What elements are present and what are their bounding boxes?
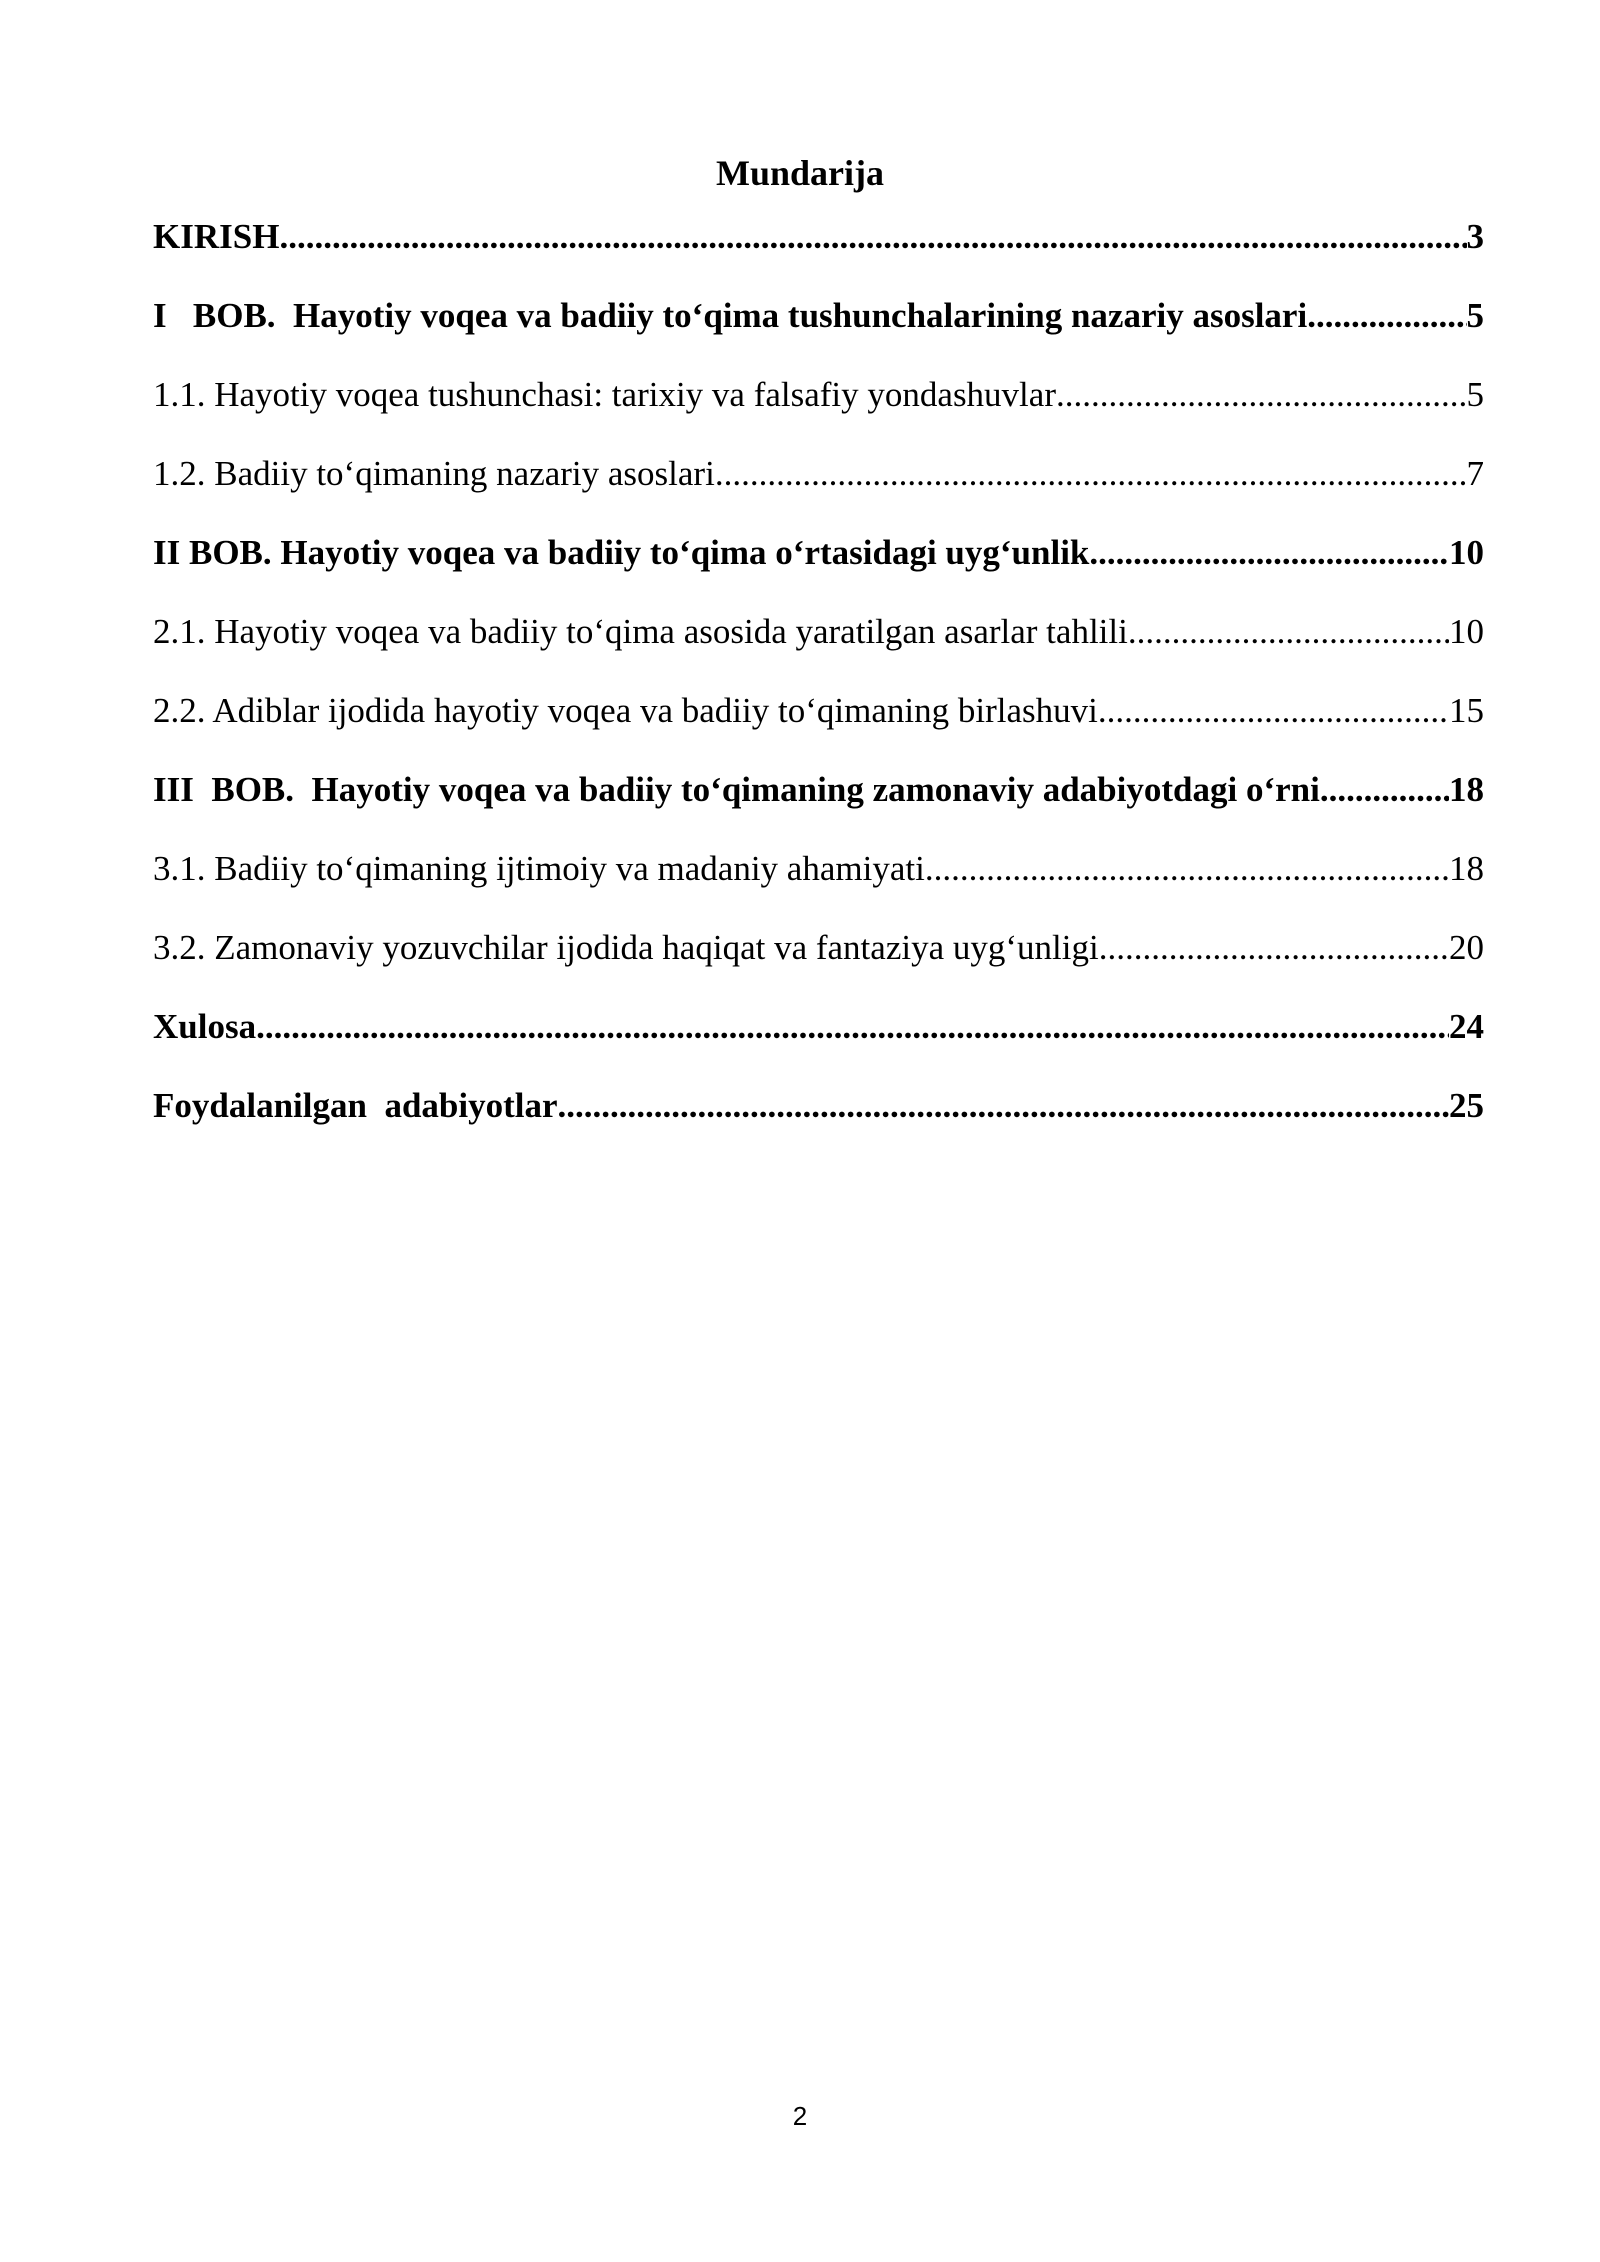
toc-entry-title: II BOB. Hayotiy voqea va badiiy to‘qima o‘rtasidagi uyg‘unlik (153, 533, 1090, 572)
toc-dot-leader (558, 1083, 1449, 1129)
toc-entry-section-3-2[interactable] (153, 925, 1484, 1004)
toc-entry-section-1-1[interactable] (153, 372, 1484, 451)
toc-entry-section-1-2[interactable] (153, 451, 1484, 530)
toc-entry-page: 10 (1449, 612, 1484, 651)
toc-entry-introduction[interactable] (153, 214, 1484, 293)
toc-dot-leader (1099, 925, 1449, 971)
toc-entry-title: Xulosa (153, 1007, 257, 1046)
toc-entry-title: III BOB. Hayotiy voqea va badiiy to‘qimaning zamonaviy adabiyotdagi o‘rni (153, 770, 1320, 809)
toc-entry-page: 20 (1449, 928, 1484, 967)
toc-dot-leader (1056, 372, 1467, 418)
toc-entry-title: Foydalanilgan adabiyotlar (153, 1086, 558, 1125)
toc-dot-leader (1098, 688, 1449, 734)
toc-entry-page: 3 (1466, 217, 1484, 256)
toc-entry-chapter-1[interactable] (153, 293, 1484, 372)
toc-entry-page: 5 (1466, 375, 1484, 414)
toc-dot-leader (256, 1004, 1449, 1050)
toc-entry-title: I BOB. Hayotiy voqea va badiiy to‘qima tushunchalarining nazariy asoslari (153, 296, 1308, 335)
toc-dot-leader (279, 214, 1466, 260)
toc-entry-page: 24 (1449, 1007, 1484, 1046)
toc-entry-chapter-3[interactable] (153, 767, 1484, 846)
toc-entry-page: 5 (1466, 296, 1484, 335)
toc-dot-leader (1089, 530, 1449, 576)
toc-entry-page: 18 (1449, 849, 1484, 888)
toc-dot-leader (1128, 609, 1449, 655)
toc-entry-title: 2.1. Hayotiy voqea va badiiy to‘qima asosida yaratilgan asarlar tahlili (153, 612, 1128, 651)
toc-entry-title: 1.2. Badiiy to‘qimaning nazariy asoslari (153, 454, 715, 493)
toc-entry-chapter-2[interactable] (153, 530, 1484, 609)
toc-entry-page: 25 (1449, 1086, 1484, 1125)
toc-dot-leader (715, 451, 1467, 497)
toc-entry-title: 3.1. Badiiy to‘qimaning ijtimoiy va madaniy ahamiyati (153, 849, 925, 888)
toc-entry-section-3-1[interactable] (153, 846, 1484, 925)
toc-entry-title: 2.2. Adiblar ijodida hayotiy voqea va badiiy to‘qimaning birlashuvi (153, 691, 1098, 730)
toc-entry-title: 1.1. Hayotiy voqea tushunchasi: tarixiy va falsafiy yondashuvlar (153, 375, 1056, 414)
toc-entry-section-2-2[interactable] (153, 688, 1484, 767)
toc-entry-page: 7 (1466, 454, 1484, 493)
toc-entry-page: 10 (1449, 533, 1484, 572)
document-title: Mundarija (715, 153, 884, 193)
toc-entry-section-2-1[interactable] (153, 609, 1484, 688)
page-number: 2 (792, 2101, 808, 2131)
toc-entry-title: KIRISH (153, 217, 280, 256)
toc-entry-title: 3.2. Zamonaviy yozuvchilar ijodida haqiqat va fantaziya uyg‘unligi (153, 928, 1099, 967)
toc-entry-conclusion[interactable] (153, 1004, 1484, 1083)
table-of-contents (153, 214, 1484, 1162)
toc-dot-leader (925, 846, 1449, 892)
toc-dot-leader (1307, 293, 1466, 339)
toc-dot-leader (1320, 767, 1449, 813)
toc-entry-page: 15 (1449, 691, 1484, 730)
toc-entry-page: 18 (1449, 770, 1484, 809)
toc-entry-references[interactable] (153, 1083, 1484, 1162)
